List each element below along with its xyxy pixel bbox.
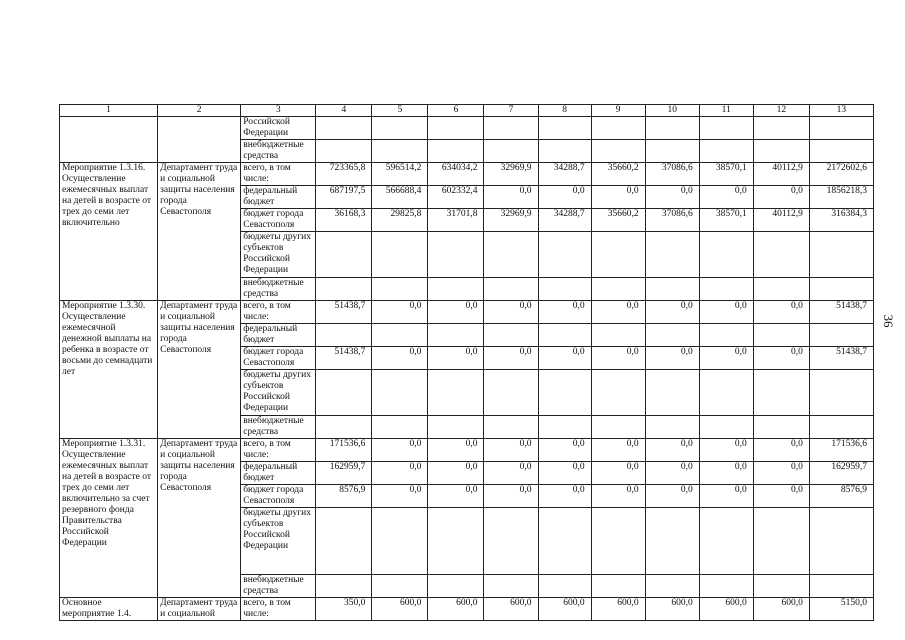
amount-cell: 0,0 [591, 301, 645, 324]
amount-cell: 634034,2 [428, 163, 484, 186]
column-number-cell: 11 [699, 105, 753, 117]
amount-cell: 40112,9 [753, 209, 809, 232]
amount-cell: 0,0 [372, 301, 428, 324]
column-number-cell: 8 [538, 105, 591, 117]
amount-cell [316, 140, 372, 163]
amount-cell: 600,0 [645, 598, 699, 621]
amount-cell: 0,0 [538, 462, 591, 485]
amount-cell [753, 232, 809, 278]
amount-cell [645, 278, 699, 301]
amount-cell [699, 370, 753, 416]
amount-cell [753, 140, 809, 163]
amount-cell: 0,0 [538, 186, 591, 209]
funding-source-cell: внебюджетные средства [241, 278, 316, 301]
funding-source-cell: бюджеты других субъектов Российской Федерации [241, 508, 316, 575]
amount-cell: 29825,8 [372, 209, 428, 232]
amount-cell [809, 575, 873, 598]
page-number: 36 [881, 314, 896, 328]
amount-cell: 0,0 [645, 347, 699, 370]
amount-cell: 0,0 [484, 439, 538, 462]
amount-cell [591, 324, 645, 347]
amount-cell: 0,0 [699, 485, 753, 508]
amount-cell [699, 324, 753, 347]
column-number-cell: 13 [809, 105, 873, 117]
column-number-cell: 5 [372, 105, 428, 117]
amount-cell: 51438,7 [809, 301, 873, 324]
amount-cell: 0,0 [645, 439, 699, 462]
column-number-cell: 4 [316, 105, 372, 117]
amount-cell [809, 232, 873, 278]
amount-cell: 0,0 [428, 347, 484, 370]
funding-source-cell: федеральный бюджет [241, 186, 316, 209]
amount-cell: 0,0 [645, 485, 699, 508]
amount-cell [538, 232, 591, 278]
amount-cell: 0,0 [645, 301, 699, 324]
activity-name-cell: Мероприятие 1.3.30. Осуществление ежемесячной денежной выплаты на ребенка в возрасте от восьми до семнадцати лет [60, 301, 158, 439]
amount-cell: 600,0 [591, 598, 645, 621]
funding-source-cell: бюджет города Севастополя [241, 485, 316, 508]
amount-cell: 600,0 [753, 598, 809, 621]
amount-cell [645, 117, 699, 140]
amount-cell: 0,0 [591, 485, 645, 508]
amount-cell: 37086,6 [645, 163, 699, 186]
amount-cell: 600,0 [484, 598, 538, 621]
amount-cell [484, 575, 538, 598]
amount-cell: 0,0 [484, 485, 538, 508]
amount-cell: 0,0 [591, 439, 645, 462]
amount-cell: 0,0 [484, 186, 538, 209]
amount-cell [372, 575, 428, 598]
funding-source-cell: всего, в том числе: [241, 301, 316, 324]
amount-cell: 600,0 [372, 598, 428, 621]
amount-cell [484, 140, 538, 163]
amount-cell [372, 278, 428, 301]
amount-cell: 0,0 [753, 186, 809, 209]
amount-cell [591, 575, 645, 598]
funding-source-cell: федеральный бюджет [241, 462, 316, 485]
table-row [60, 117, 874, 140]
funding-source-cell: федеральный бюджет [241, 324, 316, 347]
amount-cell: 0,0 [645, 186, 699, 209]
amount-cell: 36168,3 [316, 209, 372, 232]
amount-cell [538, 370, 591, 416]
amount-cell [538, 416, 591, 439]
amount-cell [538, 575, 591, 598]
amount-cell [699, 278, 753, 301]
column-number-cell: 3 [241, 105, 316, 117]
amount-cell: 0,0 [484, 347, 538, 370]
amount-cell: 0,0 [484, 301, 538, 324]
amount-cell [372, 232, 428, 278]
amount-cell: 0,0 [699, 439, 753, 462]
amount-cell [372, 324, 428, 347]
column-number-cell: 9 [591, 105, 645, 117]
amount-cell [316, 370, 372, 416]
activity-name-cell [60, 117, 158, 163]
amount-cell: 34288,7 [538, 163, 591, 186]
amount-cell: 600,0 [538, 598, 591, 621]
amount-cell [484, 416, 538, 439]
amount-cell: 0,0 [753, 462, 809, 485]
amount-cell [753, 508, 809, 575]
amount-cell: 0,0 [428, 439, 484, 462]
column-number-cell: 7 [484, 105, 538, 117]
amount-cell: 0,0 [591, 462, 645, 485]
amount-cell: 51438,7 [316, 347, 372, 370]
amount-cell [591, 140, 645, 163]
amount-cell [484, 324, 538, 347]
amount-cell [809, 324, 873, 347]
amount-cell: 38570,1 [699, 209, 753, 232]
table-row [60, 439, 874, 462]
amount-cell [538, 117, 591, 140]
amount-cell [372, 117, 428, 140]
table-row [60, 301, 874, 324]
amount-cell: 0,0 [372, 485, 428, 508]
amount-cell [428, 575, 484, 598]
activity-name-cell: Мероприятие 1.3.16. Осуществление ежемесячных выплат на детей в возрасте от трех до семи лет включительно [60, 163, 158, 301]
amount-cell: 8576,9 [316, 485, 372, 508]
amount-cell [591, 370, 645, 416]
amount-cell [645, 232, 699, 278]
amount-cell: 171536,6 [316, 439, 372, 462]
amount-cell: 0,0 [753, 439, 809, 462]
amount-cell [372, 416, 428, 439]
amount-cell [316, 232, 372, 278]
amount-cell [538, 324, 591, 347]
amount-cell: 602332,4 [428, 186, 484, 209]
amount-cell: 2172602,6 [809, 163, 873, 186]
table-row [60, 598, 874, 621]
amount-cell: 0,0 [372, 462, 428, 485]
column-number-cell: 6 [428, 105, 484, 117]
amount-cell: 600,0 [699, 598, 753, 621]
amount-cell [753, 370, 809, 416]
amount-cell: 32969,9 [484, 209, 538, 232]
amount-cell: 566688,4 [372, 186, 428, 209]
column-number-cell: 10 [645, 105, 699, 117]
amount-cell: 35660,2 [591, 163, 645, 186]
amount-cell: 1856218,3 [809, 186, 873, 209]
amount-cell: 31701,8 [428, 209, 484, 232]
amount-cell [753, 416, 809, 439]
amount-cell [428, 278, 484, 301]
funding-source-cell: всего, в том числе: [241, 598, 316, 621]
executor-cell: Департамент труда и социальной защиты населения города Севастополя [158, 301, 241, 439]
amount-cell [809, 117, 873, 140]
amount-cell [428, 416, 484, 439]
amount-cell [645, 140, 699, 163]
amount-cell [316, 117, 372, 140]
amount-cell [753, 575, 809, 598]
amount-cell [316, 416, 372, 439]
amount-cell: 0,0 [591, 347, 645, 370]
amount-cell [316, 278, 372, 301]
amount-cell [699, 416, 753, 439]
amount-cell [316, 575, 372, 598]
funding-source-cell: всего, в том числе: [241, 163, 316, 186]
amount-cell: 0,0 [538, 485, 591, 508]
amount-cell: 162959,7 [809, 462, 873, 485]
executor-cell: Департамент труда и социальной защиты населения города Севастополя [158, 163, 241, 301]
amount-cell [645, 575, 699, 598]
executor-cell [158, 117, 241, 163]
amount-cell: 51438,7 [809, 347, 873, 370]
amount-cell [809, 416, 873, 439]
budget-table [59, 104, 874, 621]
amount-cell: 0,0 [699, 462, 753, 485]
amount-cell [591, 508, 645, 575]
amount-cell [699, 508, 753, 575]
funding-source-cell: бюджет города Севастополя [241, 209, 316, 232]
amount-cell: 34288,7 [538, 209, 591, 232]
amount-cell [538, 508, 591, 575]
amount-cell: 8576,9 [809, 485, 873, 508]
funding-source-cell: внебюджетные средства [241, 416, 316, 439]
amount-cell: 0,0 [591, 186, 645, 209]
amount-cell [428, 370, 484, 416]
amount-cell: 600,0 [428, 598, 484, 621]
amount-cell [699, 232, 753, 278]
amount-cell: 51438,7 [316, 301, 372, 324]
amount-cell [753, 324, 809, 347]
amount-cell [428, 140, 484, 163]
amount-cell: 0,0 [753, 301, 809, 324]
amount-cell [591, 416, 645, 439]
amount-cell: 596514,2 [372, 163, 428, 186]
amount-cell [645, 324, 699, 347]
amount-cell: 687197,5 [316, 186, 372, 209]
amount-cell [809, 278, 873, 301]
amount-cell [316, 324, 372, 347]
funding-source-cell: бюджет города Севастополя [241, 347, 316, 370]
amount-cell: 0,0 [753, 485, 809, 508]
funding-source-cell: бюджеты других субъектов Российской Федерации [241, 370, 316, 416]
amount-cell [484, 370, 538, 416]
amount-cell: 350,0 [316, 598, 372, 621]
column-number-cell: 12 [753, 105, 809, 117]
amount-cell: 0,0 [372, 439, 428, 462]
activity-name-cell: Мероприятие 1.3.31. Осуществление ежемесячных выплат на детей в возрасте от трех до семи лет включительно за счет резервного фонда Правительства Российской Федерации [60, 439, 158, 598]
funding-source-cell: бюджеты других субъектов Российской Федерации [241, 232, 316, 278]
activity-name-cell: Основное мероприятие 1.4. [60, 598, 158, 621]
amount-cell: 0,0 [484, 462, 538, 485]
amount-cell: 0,0 [699, 301, 753, 324]
amount-cell [753, 278, 809, 301]
amount-cell [699, 575, 753, 598]
amount-cell [484, 278, 538, 301]
amount-cell [699, 140, 753, 163]
amount-cell: 0,0 [538, 439, 591, 462]
amount-cell [753, 117, 809, 140]
amount-cell: 35660,2 [591, 209, 645, 232]
amount-cell: 5150,0 [809, 598, 873, 621]
amount-cell: 40112,9 [753, 163, 809, 186]
funding-source-cell: всего, в том числе: [241, 439, 316, 462]
amount-cell [645, 508, 699, 575]
funding-source-cell: Российской Федерации [241, 117, 316, 140]
amount-cell: 0,0 [753, 347, 809, 370]
amount-cell: 171536,6 [809, 439, 873, 462]
amount-cell: 0,0 [538, 301, 591, 324]
amount-cell [645, 370, 699, 416]
amount-cell [372, 370, 428, 416]
executor-cell: Департамент труда и социальной [158, 598, 241, 621]
amount-cell [809, 370, 873, 416]
amount-cell [809, 140, 873, 163]
amount-cell [428, 508, 484, 575]
amount-cell: 0,0 [428, 462, 484, 485]
amount-cell: 0,0 [645, 462, 699, 485]
amount-cell: 0,0 [372, 347, 428, 370]
column-number-row [60, 105, 874, 117]
amount-cell: 162959,7 [316, 462, 372, 485]
executor-cell: Департамент труда и социальной защиты населения города Севастополя [158, 439, 241, 598]
amount-cell [591, 117, 645, 140]
amount-cell [428, 117, 484, 140]
funding-source-cell: внебюджетные средства [241, 140, 316, 163]
amount-cell: 32969,9 [484, 163, 538, 186]
amount-cell: 38570,1 [699, 163, 753, 186]
funding-source-cell: внебюджетные средства [241, 575, 316, 598]
amount-cell [538, 140, 591, 163]
amount-cell [538, 278, 591, 301]
amount-cell [484, 117, 538, 140]
column-number-cell: 2 [158, 105, 241, 117]
amount-cell: 316384,3 [809, 209, 873, 232]
amount-cell [699, 117, 753, 140]
amount-cell [591, 232, 645, 278]
amount-cell [484, 232, 538, 278]
amount-cell: 0,0 [428, 301, 484, 324]
amount-cell [591, 278, 645, 301]
amount-cell [809, 508, 873, 575]
amount-cell: 0,0 [428, 485, 484, 508]
amount-cell: 0,0 [538, 347, 591, 370]
amount-cell: 37086,6 [645, 209, 699, 232]
amount-cell [372, 140, 428, 163]
amount-cell [372, 508, 428, 575]
amount-cell [316, 508, 372, 575]
amount-cell [428, 324, 484, 347]
amount-cell: 0,0 [699, 347, 753, 370]
amount-cell: 723365,8 [316, 163, 372, 186]
amount-cell [428, 232, 484, 278]
table-row [60, 163, 874, 186]
amount-cell [484, 508, 538, 575]
amount-cell: 0,0 [699, 186, 753, 209]
column-number-cell: 1 [60, 105, 158, 117]
amount-cell [645, 416, 699, 439]
